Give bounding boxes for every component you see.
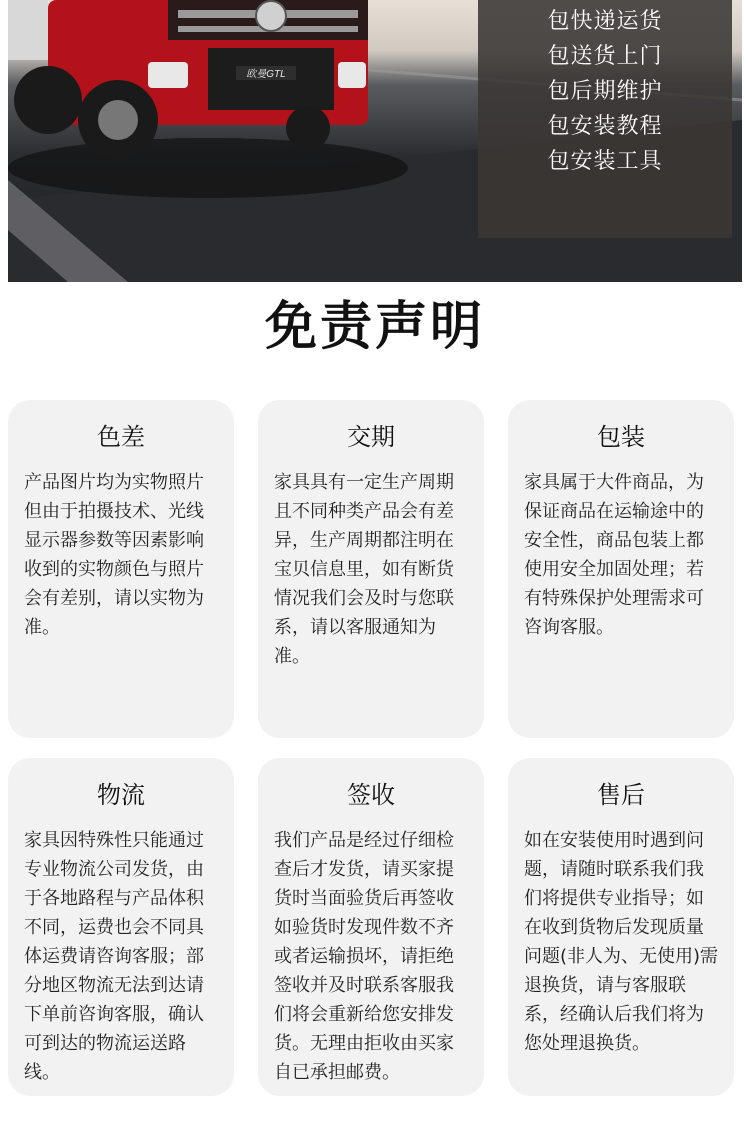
card-packaging: [508, 400, 734, 738]
card-delivery-time: [258, 400, 484, 738]
card-text: 如在安装使用时遇到问题，请随时联系我们我们将提供专业指导；如在收到货物后发现质量问题(非人为、无使用)需退换货，请与客服联系，经确认后我们将为您处理退换货。: [524, 830, 719, 1054]
truck-badge: 欧曼GTL: [246, 69, 286, 80]
service-item: 包安装教程: [547, 114, 663, 139]
card-text: 我们产品是经过仔细检查后才发货，请买家提货时当面验货后再签收如验货时发现件数不齐或者运输损坏，请拒绝签收并及时联系客服我们将会重新给您安排发货。无理由拒收由买家自已承担邮费。: [274, 830, 454, 1083]
card-receipt: [258, 758, 484, 1096]
card-title: 交期: [347, 423, 395, 451]
card-text: 家具属于大件商品，为保证商品在运输途中的安全性，商品包装上都使用安全加固处理；若有特殊保护处理需求可咨询客服。: [524, 472, 704, 638]
card-text: 家具具有一定生产周期且不同种类产品会有差异，生产周期都注明在宝贝信息里，如有断货情况我们会及时与您联系，请以客服通知为准。: [274, 472, 454, 667]
page-title: 免责声明: [264, 296, 485, 357]
card-after-sales: [508, 758, 734, 1096]
service-item: 包后期维护: [547, 79, 663, 104]
card-text: 产品图片均为实物照片但由于拍摄技术、光线显示器参数等因素影响收到的实物颜色与照片会有差别，请以实物为准。: [24, 472, 204, 638]
service-item: 包快递运货: [547, 9, 663, 34]
card-title: 包装: [597, 423, 645, 451]
card-title: 签收: [347, 781, 395, 809]
card-text: 家具因特殊性只能通过专业物流公司发货，由于各地路程与产品体积不同，运费也会不同具体运费请咨询客服；部分地区物流无法到达请下单前咨询客服，确认可到达的物流运送路线。: [24, 830, 204, 1083]
service-item: 包送货上门: [547, 44, 663, 69]
card-color-difference: [8, 400, 234, 738]
service-item: 包安装工具: [547, 149, 663, 174]
service-list: [478, 0, 732, 238]
card-title: 物流: [97, 781, 145, 809]
card-logistics: [8, 758, 234, 1096]
hero-banner: [8, 0, 742, 282]
card-title: 色差: [97, 423, 145, 451]
card-title: 售后: [597, 781, 645, 809]
